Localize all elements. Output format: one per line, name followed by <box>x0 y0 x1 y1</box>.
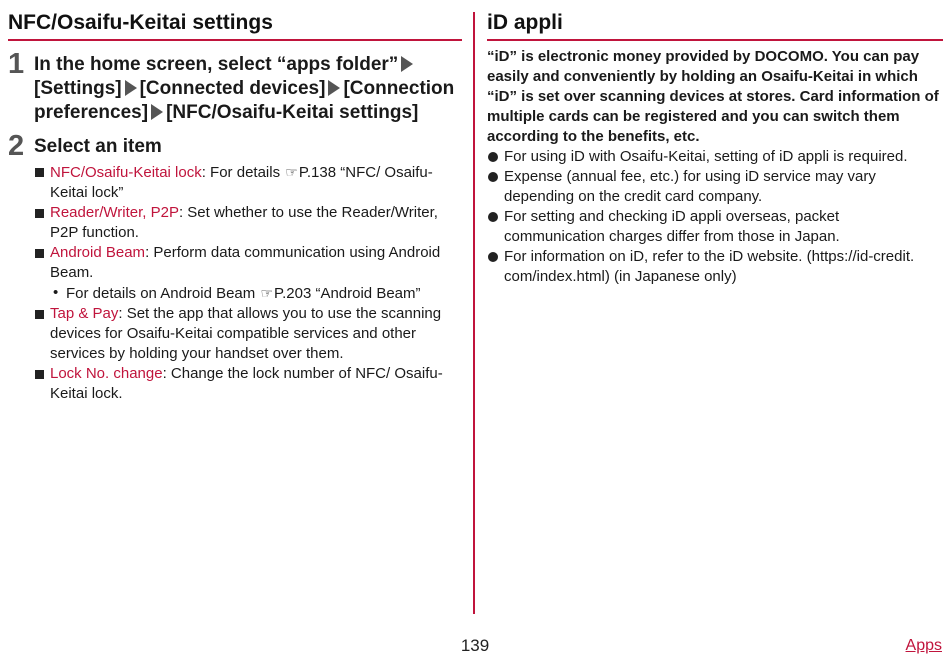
column-divider <box>473 12 475 614</box>
black-square-icon <box>35 370 44 379</box>
step-1-part-settings: [Settings] <box>34 78 122 99</box>
item-term[interactable]: Reader/Writer, P2P <box>50 204 179 221</box>
section-title-nfc: NFC/Osaifu-Keitai settings <box>8 10 462 41</box>
note-text: For using iD with Osaifu-Keitai, setting of iD appli is required. <box>504 148 908 165</box>
item-text: : Perform data communication using Android Beam. <box>50 244 441 281</box>
intro-paragraph: “iD” is electronic money provided by DOCOMO. You can pay easily and conveniently by holding an Osaifu-Keitai in which “iD” is set over scanning devices at stores. Card information of multiple cards can be registered and you can switch them according to the benefits, etc. <box>487 48 939 145</box>
pointing-hand-icon: ☞ <box>285 164 298 180</box>
step-1 <box>8 49 462 125</box>
item-text: : For details <box>201 164 285 181</box>
step-1-part-nfc: [NFC/Osaifu-Keitai settings] <box>166 102 419 123</box>
step-1-part-home: In the home screen, select “apps folder” <box>34 54 399 75</box>
black-circle-icon <box>488 252 498 262</box>
list-item <box>487 147 943 167</box>
pointing-hand-icon: ☞ <box>260 285 274 301</box>
step-number: 2 <box>8 130 25 162</box>
step-1-part-connected: [Connected devices] <box>139 78 326 99</box>
item-text: For details on Android Beam <box>66 285 260 302</box>
triangle-right-icon <box>151 104 163 120</box>
item-text: : Change the lock number of NFC/ Osaifu-Keitai lock. <box>50 365 443 402</box>
item-text: : Set the app that allows you to use the scanning devices for Osaifu-Keitai compatible services and other services by holding your handset over them. <box>50 305 442 362</box>
black-circle-icon <box>488 152 498 162</box>
step-2 <box>8 130 462 162</box>
note-text: For setting and checking iD appli overseas, packet communication charges differ from those in Japan. <box>504 208 840 245</box>
item-term[interactable]: Tap & Pay <box>50 305 119 322</box>
triangle-right-icon <box>328 80 340 96</box>
list-item <box>34 304 462 364</box>
black-square-icon <box>35 209 44 218</box>
section-link-apps[interactable]: Apps <box>905 637 942 654</box>
black-circle-icon <box>488 212 498 222</box>
step-1-part-connection-prefs: [Connection preferences] <box>34 78 455 123</box>
section-title-id-appli: iD appli <box>487 10 943 41</box>
list-item <box>487 247 943 287</box>
item-term[interactable]: Android Beam <box>50 244 146 261</box>
settings-item-list <box>8 162 462 404</box>
page-reference[interactable]: P.203 “Android Beam” <box>274 285 421 302</box>
triangle-right-icon <box>401 56 413 72</box>
black-circle-icon <box>488 172 498 182</box>
note-text: Expense (annual fee, etc.) for using iD service may vary depending on the credit card company. <box>504 168 876 205</box>
step-1-instruction <box>34 49 462 125</box>
right-column <box>487 10 943 287</box>
notes-list <box>487 147 943 287</box>
black-square-icon <box>35 310 44 319</box>
note-text: For information on iD, refer to the iD website. (https://id-credit. com/index.html) (in Japanese only) <box>504 248 915 285</box>
item-term[interactable]: Lock No. change <box>50 365 163 382</box>
step-number: 1 <box>8 48 25 80</box>
item-term[interactable]: NFC/Osaifu-Keitai lock <box>50 164 202 181</box>
item-text: : Set whether to use the Reader/Writer, P2P function. <box>50 204 438 241</box>
black-square-icon <box>35 249 44 258</box>
bullet-dot-icon: • <box>53 284 59 301</box>
page-reference[interactable]: P.138 “NFC/ Osaifu-Keitai lock” <box>50 164 433 201</box>
black-square-icon <box>35 168 44 177</box>
triangle-right-icon <box>125 80 137 96</box>
list-item <box>34 203 462 243</box>
list-item <box>34 243 462 283</box>
list-item <box>34 162 462 203</box>
list-item <box>487 167 943 207</box>
sub-list-item <box>34 283 462 304</box>
step-2-instruction: Select an item <box>34 136 162 157</box>
page-number: 139 <box>460 636 490 655</box>
list-item <box>34 364 462 404</box>
list-item <box>487 207 943 247</box>
left-column <box>8 10 462 404</box>
